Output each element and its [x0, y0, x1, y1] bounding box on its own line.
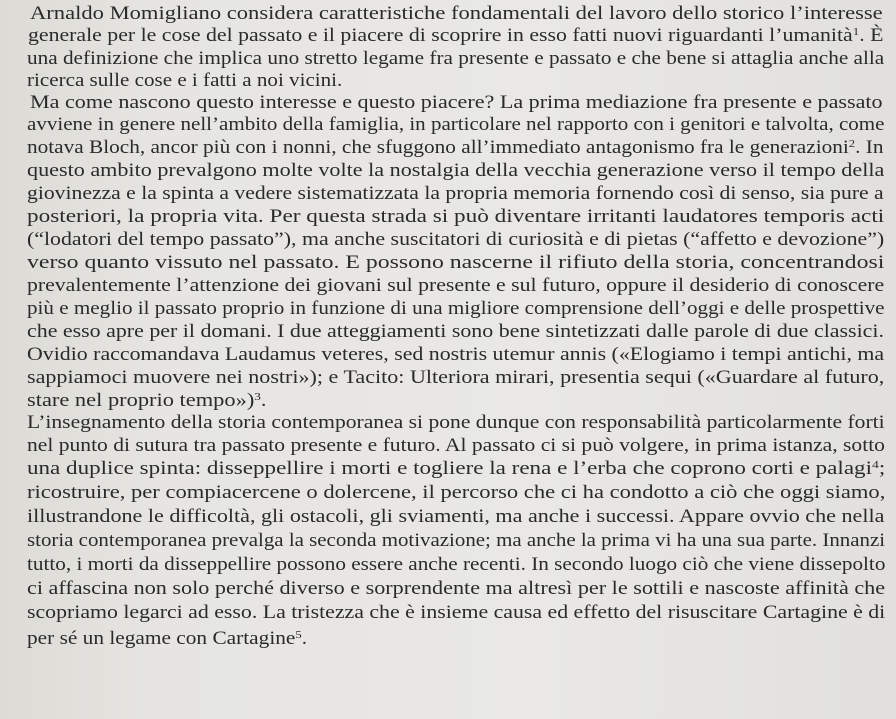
text-line: che esso apre per il domani. I due atteggiamenti sono bene sintetizzati dalle parole di due classici. — [27, 321, 884, 342]
text-line: una definizione che implica uno stretto legame fra presente e passato e che bene si attaglia anche alla — [27, 48, 885, 69]
text-line: nel punto di sutura tra passato presente e futuro. Al passato ci si può volgere, in prima istanza, sotto — [27, 435, 885, 456]
text-line: ricerca sulle cose e i fatti a noi vicini. — [27, 70, 343, 91]
text-line: ricostruire, per compiacercene o dolercene, il percorso che ci ha condotto a ciò che oggi siamo, — [27, 482, 886, 503]
text-line: stare nel proprio tempo»)$^3$. — [27, 390, 267, 411]
text-line: sappiamoci muovere nei nostri»); e Tacito: Ulteriora mirari, presentia sequi («Guardare al futuro, — [27, 367, 885, 388]
text-line: posteriori, la propria vita. Per questa strada si può diventare irritanti laudatores temporis acti — [27, 206, 885, 227]
text-line: notava Bloch, ancor più con i nonni, che sfuggono all’immediato antagonismo fra le generazioni$^2$. In — [27, 137, 884, 158]
text-line: scopriamo legarci ad esso. La tristezza che è insieme causa ed effetto del risuscitare Cartagine è di — [27, 602, 886, 623]
text-line: avviene in genere nell’ambito della famiglia, in particolare nel rapporto con i genitori e talvolta, come — [27, 114, 885, 135]
text-line: storia contemporanea prevalga la seconda motivazione; ma anche la prima vi ha una sua parte. Innanzi — [27, 530, 886, 551]
text-line: (“lodatori del tempo passato”), ma anche suscitatori di curiosità e di pietas (“affetto e devozione”) — [27, 229, 885, 250]
text-line: prevalentemente l’attenzione dei giovani sul presente e sul futuro, oppure il desiderio di conoscere — [27, 275, 885, 296]
footnote-ref: 2 — [848, 138, 856, 150]
text-line: Ovidio raccomandava Laudamus veteres, sed nostris utemur annis («Elogiamo i tempi antichi, ma — [27, 344, 885, 365]
footnote-ref: 4 — [872, 459, 879, 471]
text-line: Arnaldo Momigliano considera caratteristiche fondamentali del lavoro dello storico l’interesse — [30, 3, 883, 24]
text-line: illustrandone le difficoltà, gli ostacoli, gli sviamenti, ma anche i successi. Appare ovvio che nella — [27, 506, 885, 527]
text-line: ci affascina non solo perché diverso e sorprendente ma altresì per le sottili e nascoste affinità che — [27, 578, 886, 599]
footnote-ref: 5 — [295, 629, 302, 641]
footnote-ref: 3 — [254, 391, 261, 403]
text-line: questo ambito prevalgono molte volte la nostalgia della vecchia generazione verso il tempo della — [27, 160, 885, 181]
text-line: verso quanto vissuto nel passato. E possono nascerne il rifiuto della storia, concentrandosi — [27, 252, 885, 273]
text-line: tutto, i morti da disseppellire possono essere anche recenti. In secondo luogo ciò che viene dissepolto — [27, 554, 886, 575]
text-line: più e meglio il passato proprio in funzione di una migliore comprensione dell’oggi e delle prospettive — [27, 298, 885, 319]
text-line: giovinezza e la spinta a vedere sistematizzata la propria memoria fornendo così di senso, sia pure a — [27, 183, 884, 204]
text-line: L’insegnamento della storia contemporanea si pone dunque con responsabilità particolarmente forti — [27, 412, 885, 433]
text-line: una duplice spinta: disseppellire i morti e togliere la rena e l’erba che coprono corti e palagi$^4$; — [27, 458, 886, 479]
text-line: per sé un legame con Cartagine$^5$. — [27, 628, 308, 649]
footnote-ref: 1 — [852, 26, 860, 38]
text-line: Ma come nascono questo interesse e questo piacere? La prima mediazione fra presente e passato — [30, 92, 883, 113]
text-line: generale per le cose del passato e il piacere di scoprire in esso fatti nuovi riguardanti l’umanità$^1$. È — [28, 25, 884, 46]
